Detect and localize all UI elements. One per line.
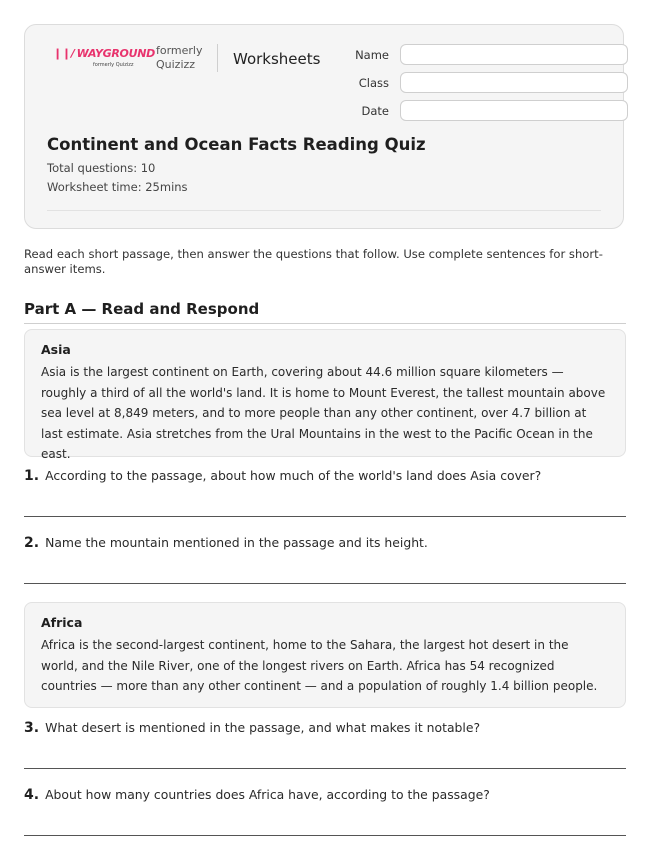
formerly-quizizz-note: formerly Quizizz [156,44,203,71]
question-number: 4. [24,787,40,803]
header-divider [217,44,218,72]
answer-line-2[interactable] [24,583,626,584]
answer-line-1[interactable] [24,516,626,517]
section-title: Part A — Read and Respond [24,300,260,318]
question-number: 2. [24,535,40,551]
passage-text: Africa is the second-largest continent, home to the Sahara, the largest hot desert in the world, and the Nile River, one of the longest rivers on Earth. Africa has 54 recognized countries — more than any other continent — and a population of roughly 1.4 billion people. [41,638,598,694]
passage-title: Africa [41,615,83,630]
product-label: Worksheets [233,50,321,68]
class-label: Class [358,76,389,90]
passage-title: Asia [41,342,71,357]
passage-africa [24,602,626,708]
question-text: According to the passage, about how much of the world's land does Asia cover? [45,468,542,483]
answer-line-4[interactable] [24,835,626,836]
section-divider [24,323,626,324]
quiz-title: Continent and Ocean Facts Reading Quiz [47,135,426,154]
total-questions: Total questions: 10 [47,161,156,175]
date-label: Date [361,104,389,118]
question-number: 3. [24,720,40,736]
logo-subtext: formerly Quizizz [93,62,134,68]
question-number: 1. [24,468,40,484]
question-3 [24,720,480,736]
question-2 [24,535,428,551]
answer-line-3[interactable] [24,768,626,769]
name-label: Name [355,48,389,62]
class-field[interactable] [400,72,628,93]
question-4 [24,787,490,803]
wayground-logo [53,47,155,68]
worksheet-time: Worksheet time: 25mins [47,180,188,194]
question-text: Name the mountain mentioned in the passage and its height. [45,535,428,550]
instructions: Read each short passage, then answer the questions that follow. Use complete sentences for short-answer items. [24,247,603,276]
question-1 [24,468,541,484]
date-field[interactable] [400,100,628,121]
question-text: What desert is mentioned in the passage, and what makes it notable? [45,720,481,735]
card-divider [47,210,601,211]
question-text: About how many countries does Africa have, according to the passage? [45,787,490,802]
worksheet-header-card [24,24,624,229]
logo-text: WAYGROUND [76,47,155,60]
name-field[interactable] [400,44,628,65]
passage-text: Asia is the largest continent on Earth, covering about 44.6 million square kilometers — roughly a third of all the world's land. It is home to Mount Everest, the tallest mountain above sea level at 8,849 meters, and to more people than any other continent, over 4.7 billion at last estimate. Asia stretches from the Ural Mountains in the west to the Pacific Ocean in the east. [41,365,606,462]
wayground-mark-icon: ❙❙/ [53,47,75,60]
passage-asia [24,329,626,462]
